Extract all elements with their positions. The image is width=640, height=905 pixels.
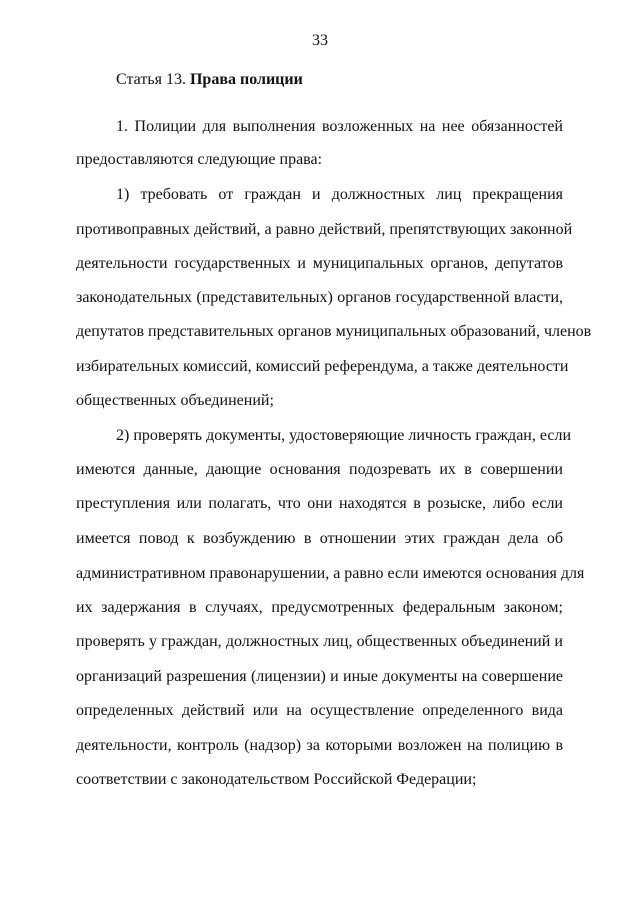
item2-line: имеются данные, дающие основания подозревать их в совершении: [76, 461, 563, 478]
item1-line: 1) требовать от граждан и должностных лиц прекращения: [116, 186, 563, 203]
item2-line: определенных действий или на осуществление определенного вида: [76, 702, 563, 719]
item1-line: общественных объединений;: [76, 392, 274, 409]
para1-line: 1. Полиции для выполнения возложенных на нее обязанностей: [116, 118, 563, 135]
para1-line: предоставляются следующие права:: [76, 151, 323, 168]
item1-line: деятельности государственных и муниципальных органов, депутатов: [76, 255, 563, 272]
item2-line: проверять у граждан, должностных лиц, общественных объединений и: [76, 633, 563, 650]
article-title: Права полиции: [189, 71, 303, 88]
article-heading: [116, 70, 303, 90]
item1-line: депутатов представительных органов муниципальных образований, членов: [76, 323, 592, 340]
item2-line: административном правонарушении, а равно если имеются основания для: [76, 565, 585, 582]
item2-line: организаций разрешения (лицензии) и иные документы на совершение: [76, 668, 563, 685]
item1-line: законодательных (представительных) органов государственной власти,: [76, 289, 563, 306]
item2-line: преступления или полагать, что они находятся в розыске, либо если: [76, 495, 563, 512]
item2-line: имеется повод к возбуждению в отношении этих граждан дела об: [76, 530, 563, 547]
item2-line: их задержания в случаях, предусмотренных федеральным законом;: [76, 599, 563, 616]
item1-line: избирательных комиссий, комиссий референдума, а также деятельности: [76, 358, 569, 375]
item2-line: деятельности, контроль (надзор) за которыми возложен на полицию в: [76, 737, 563, 754]
item1-line: противоправных действий, а равно действий, препятствующих законной: [76, 221, 573, 238]
item2-line: соответствии с законодательством Российской Федерации;: [76, 771, 477, 788]
page-number: 33: [312, 32, 328, 49]
article-label: Статья 13.: [116, 71, 186, 88]
item2-line: 2) проверять документы, удостоверяющие личность граждан, если: [116, 427, 571, 444]
